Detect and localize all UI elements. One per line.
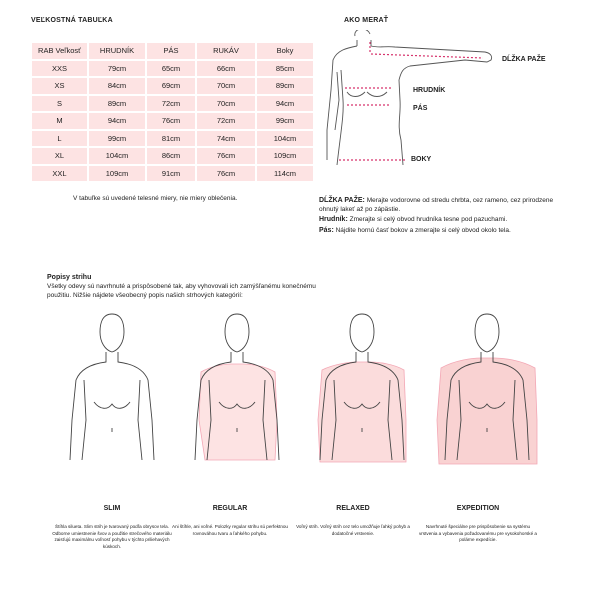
description-text: Merajte vodorovne od stredu chrbta, cez rameno, cez prirodzene ohnutý lakeť až po zápästie. [319, 197, 554, 213]
table-cell: XXS [32, 61, 87, 77]
measure-description-sleeve [319, 196, 559, 214]
table-cell: XL [32, 148, 87, 164]
fit-description: Ani štíhle, ani voľné. Polozky regular strihu sú perfektnou rovnováhou tvaru a ľahkého pohybu. [172, 524, 288, 536]
table-cell: 69cm [147, 78, 195, 94]
table-cell: 70cm [197, 96, 255, 112]
table-cell: 104cm [89, 148, 145, 164]
table-cell: 89cm [89, 96, 145, 112]
table-cell: 76cm [197, 166, 255, 182]
fit-figure-expedition [437, 314, 537, 464]
table-cell: 66cm [197, 61, 255, 77]
table-cell: 109cm [89, 166, 145, 182]
table-row [32, 113, 313, 129]
table-cell: 76cm [197, 148, 255, 164]
table-cell: 114cm [257, 166, 313, 182]
table-cell: XXL [32, 166, 87, 182]
table-cell: L [32, 131, 87, 147]
table-cell: 86cm [147, 148, 195, 164]
description-text: Zmerajte si celý obvod hrudníka tesne pod pazuchami. [349, 216, 508, 223]
table-cell: XS [32, 78, 87, 94]
fit-figure-slim [70, 314, 154, 460]
table-cell: 89cm [257, 78, 313, 94]
table-cell: 65cm [147, 61, 195, 77]
table-header: RUKÁV [197, 43, 255, 59]
table-cell: 76cm [147, 113, 195, 129]
table-cell: 72cm [147, 96, 195, 112]
table-cell: 84cm [89, 78, 145, 94]
table-cell: 81cm [147, 131, 195, 147]
table-cell: S [32, 96, 87, 112]
fit-section-intro: Všetky odevy sú navrhnuté a prispôsobené tak, aby vyhovovali ich zamýšľanému konečnému použitiu. Nižšie nájdete všeobecný popis našich strhových kategórií: [47, 283, 316, 299]
size-table [30, 41, 315, 183]
fit-figures [60, 310, 540, 490]
description-term: Hrudník: [319, 216, 348, 223]
measure-figure-diagram [315, 30, 515, 170]
table-header: Boky [257, 43, 313, 59]
measure-description-waist [319, 226, 589, 235]
measure-title: AKO MERAŤ [344, 17, 389, 24]
table-cell: 99cm [257, 113, 313, 129]
fit-name: REGULAR [212, 505, 248, 512]
table-cell: 85cm [257, 61, 313, 77]
label-waist: PÁS [413, 105, 428, 112]
table-header: HRUDNÍK [89, 43, 145, 59]
fit-description: Navrhnuté špeciálne pre prispôsobenie sa systému vrstvenia a vybavenia požadovanému pre vysokohorské a polárne expedície. [419, 524, 537, 543]
measure-description-chest [319, 215, 589, 224]
fit-figure-regular [195, 314, 279, 460]
label-sleeve-length: DĹŽKA PAŽE [502, 56, 546, 63]
table-row [32, 96, 313, 112]
table-header-row [32, 43, 313, 59]
table-row [32, 61, 313, 77]
table-cell: 70cm [197, 78, 255, 94]
description-term: Pás: [319, 227, 334, 234]
fit-description: Štíhla silueta. Slim strih je tvarovaný podľa obrysov tela. Odborne umiestnenie švov a použitie strečového materiálu zaisťujú maximálnu voľnosť pohybu v týchto priliehavých kúskoch. [52, 524, 172, 549]
description-text: Nájdite hornú časť bokov a zmerajte si celý obvod okolo tela. [335, 227, 511, 234]
table-cell: 99cm [89, 131, 145, 147]
table-cell: 91cm [147, 166, 195, 182]
table-row [32, 166, 313, 182]
label-hips: BOKY [411, 156, 432, 163]
description-term: DĹŽKA PAŽE: [319, 197, 365, 204]
table-cell: 94cm [257, 96, 313, 112]
fit-description: Voľný strih. Voľný strih cez telo umožňuje ľahký pohyb a dodatočné vrstvenie. [296, 524, 410, 536]
table-cell: 104cm [257, 131, 313, 147]
table-cell: 109cm [257, 148, 313, 164]
table-row [32, 148, 313, 164]
fit-name: RELAXED [336, 505, 370, 512]
fit-name: EXPEDITION [456, 505, 500, 512]
fit-section-title: Popisy strihu [47, 274, 92, 281]
table-header: RAB Veľkosť [32, 43, 87, 59]
fit-name: SLIM [103, 505, 121, 512]
table-cell: 94cm [89, 113, 145, 129]
table-cell: M [32, 113, 87, 129]
table-cell: 72cm [197, 113, 255, 129]
table-cell: 79cm [89, 61, 145, 77]
table-row [32, 78, 313, 94]
label-chest: HRUDNÍK [413, 87, 446, 94]
table-header: PÁS [147, 43, 195, 59]
table-row [32, 131, 313, 147]
size-table-note: V tabuľke sú uvedené telesné miery, nie miery oblečenia. [73, 195, 238, 202]
size-table-title: VEĽKOSTNÁ TABUĽKA [31, 17, 113, 24]
fit-figure-relaxed [318, 314, 406, 462]
table-cell: 74cm [197, 131, 255, 147]
